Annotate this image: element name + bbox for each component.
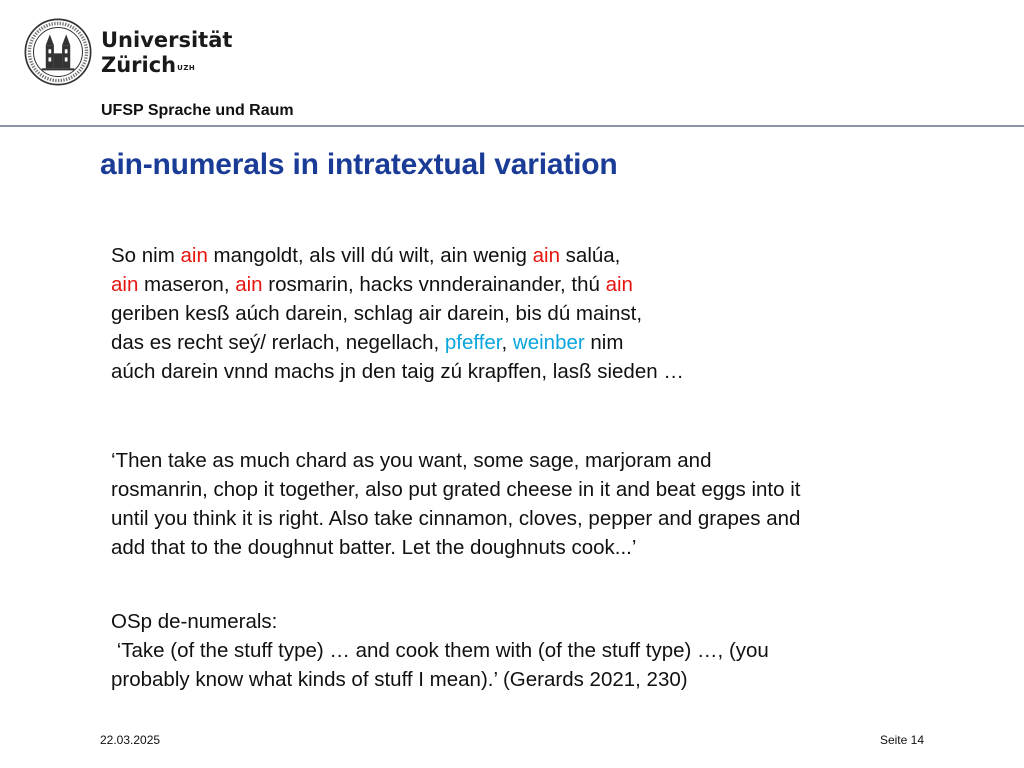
highlight-ain: ain (180, 244, 208, 267)
translation-line: until you think it is right. Also take cinnamon, cloves, pepper and grapes and (111, 507, 801, 530)
osp-line: probably know what kinds of stuff I mean).’ (Gerards 2021, 230) (111, 668, 688, 691)
german-line-1: So nim ain mangoldt, als vill dú wilt, ain wenig ain salúa, (111, 244, 621, 267)
translation-line: rosmanrin, chop it together, also put grated cheese in it and beat eggs into it (111, 478, 801, 501)
translation-line: ‘Then take as much chard as you want, some sage, marjoram and (111, 449, 712, 472)
slide-title: ain-numerals in intratextual variation (100, 148, 618, 181)
university-abbr: UZH (177, 64, 196, 72)
osp-block (111, 607, 769, 694)
translation-line: add that to the doughnut batter. Let the doughnuts cook...’ (111, 536, 637, 559)
osp-line: ‘Take (of the stuff type) … and cook them with (of the stuff type) …, (you (111, 639, 769, 662)
german-line-5: aúch darein vnnd machs jn den taig zú krapffen, lasß sieden … (111, 360, 684, 383)
german-text-block (111, 241, 684, 386)
footer-page-number: Seite 14 (879, 733, 924, 747)
header-divider (0, 125, 1024, 127)
highlight-weinber: weinber (512, 331, 585, 354)
highlight-pfeffer: pfeffer (444, 331, 502, 354)
university-name-line1: Universität (101, 28, 233, 52)
german-line-3: geriben kesß aúch darein, schlag air darein, bis dú mainst, (111, 302, 643, 325)
highlight-ain: ain (532, 244, 560, 267)
highlight-ain: ain (111, 273, 139, 296)
german-line-2: ain maseron, ain rosmarin, hacks vnnderainander, thú ain (111, 273, 633, 296)
footer-date: 22.03.2025 (100, 733, 161, 747)
department-name: UFSP Sprache und Raum (101, 102, 294, 119)
translation-block (111, 446, 800, 562)
highlight-ain: ain (605, 273, 633, 296)
university-name (101, 28, 232, 78)
university-name-line2: Zürich$^{UZH}$ (101, 53, 196, 77)
highlight-ain: ain (235, 273, 263, 296)
osp-heading: OSp de-numerals: (111, 610, 278, 633)
german-line-4: das es recht seý/ rerlach, negellach, pfeffer, weinber nim (111, 331, 624, 354)
university-seal-icon (24, 18, 92, 86)
